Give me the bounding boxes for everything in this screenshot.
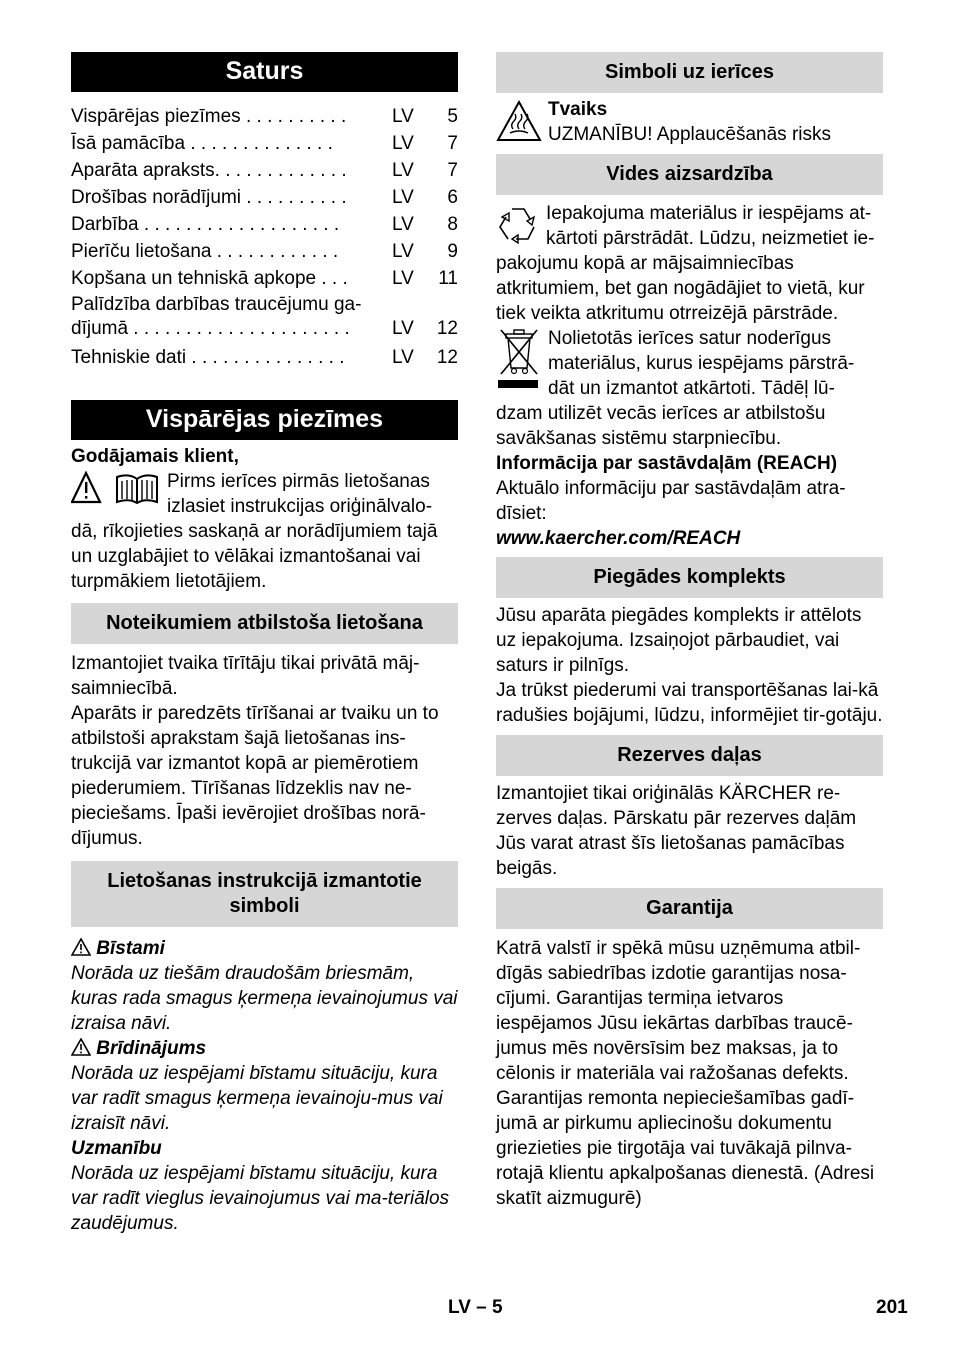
toc-entry[interactable]: Īsā pamācība . . . . . . . . . . . . . . LV 7 [71,133,458,154]
danger-text: Norāda uz tiešām draudošām briesmām, kuras rada smagus ķermeņa ievainojumus vai izraisa nāvi. [71,963,458,1034]
crossed-bin-icon [496,326,542,397]
warranty-heading: Garantija [496,888,883,929]
device-symbols-heading: Simboli uz ierīces [496,52,883,93]
intended-use-text: Aparāts ir paredzēts tīrīšanai ar tvaiku un to atbilstoši aprakstam šajā lietošanas ins-trukcijā var izmantot kopā ar piemērotiem piederumiem. Tīrīšanas līdzeklis nav ne-pieciešams. Īpaši ievērojiet drošības norā-dījumus. [71,703,439,849]
toc-entry[interactable]: Tehniskie dati . . . . . . . . . . . . . . . LV 12 [71,347,458,368]
toc-entry[interactable]: Aparāta apraksts. . . . . . . . . . . . . LV 7 [71,160,458,181]
toc-entry[interactable]: Darbība . . . . . . . . . . . . . . . . . . . LV 8 [71,214,458,235]
scope-text: Jūsu aparāta piegādes komplekts ir attēlots uz iepakojuma. Izsaiņojot pārbaudiet, vai saturs ir pilnīgs. [496,605,862,676]
steam-hazard-icon [496,100,542,147]
warning-triangle-icon [71,1038,91,1056]
toc-entry[interactable]: Kopšana un tehniskā apkope . . . LV 11 [71,268,458,289]
warning-label: Brīdinājums [71,1036,458,1061]
right-column [496,52,883,1211]
left-column [71,52,458,1236]
toc-entry[interactable]: Palīdzība darbības traucējumu ga- dījumā . . . . . . . . . . . . . . . . . . . . . LV 12 [71,294,458,339]
spare-parts-heading: Rezerves daļas [496,735,883,776]
reach-text: Aktuālo informāciju par sastāvdaļām atra-dīsiet: [496,478,846,524]
caution-text: Norāda uz iespējami bīstamu situāciju, kura var radīt vieglus ievainojumus vai ma-teriālos zaudējumus. [71,1163,450,1234]
toc-entry[interactable]: Pierīču lietošana . . . . . . . . . . . . LV 9 [71,241,458,262]
intended-use-heading: Noteikumiem atbilstoša lietošana [71,603,458,644]
environment-heading: Vides aizsardzība [496,154,883,195]
general-notes-heading: Vispārējas piezīmes [71,400,458,440]
footer-page-number: 201 [876,1297,908,1318]
warning-manual-icon [71,471,161,510]
toc-entry[interactable]: Vispārējas piezīmes . . . . . . . . . . LV 5 [71,106,458,127]
toc-entry[interactable]: Drošības norādījumi . . . . . . . . . . LV 6 [71,187,458,208]
scope-of-delivery-heading: Piegādes komplekts [496,557,883,598]
recycle-icon [496,205,540,250]
warranty-text: Katrā valstī ir spēkā mūsu uzņēmuma atbil-dīgās sabiedrības izdotie garantijas nosa-cījumi. Garantijas termiņa ietvaros iespējamos Jūsu iekārtas darbības traucē-jumus mēs novērsīsim bez maksas, ja to cēlonis ir materiāla vai ražošanas defekts. Garantijas remonta nepieciešamības gadī-jumā ar pirkumu apliecinošu dokumentu griezieties pie tirgotāja vai tuvākajā pilnva-rotajā klientu apkalpošanas dienestā. (Adresi skatīt aizmugurē) [496,938,875,1209]
toc-heading: Saturs [71,52,458,92]
scope-text: Ja trūkst piederumi vai transportēšanas lai-kā radušies bojājumi, lūdzu, informējiet tir-gotāju. [496,680,883,726]
recycle-paragraph: Iepakojuma materiālus ir iespējams at- kārtoti pārstrādāt. Lūdzu, neizmetiet ie- pakojumu kopā ar mājsaimniecības atkritumiem, bet gan nogādājiet to vietā, kur tiek veikta atkritumu otrreizējā pārstrāde. [496,203,875,324]
weee-paragraph: Nolietotās ierīces satur noderīgus materiālus, kurus iespējams pārstrā- dāt un izmantot atkārtoti. Tādēļ lū- dzam utilizēt vecās ierīces ar atbilstošu savākšanas sistēmu starpniecību. [496,328,855,449]
warning-text: Norāda uz iespējami bīstamu situāciju, kura var radīt smagus ķermeņa ievainoju-mus vai izraisīt nāvi. [71,1063,443,1134]
table-of-contents [71,104,458,372]
steam-label: Tvaiks [548,99,608,120]
caution-label: Uzmanību [71,1138,162,1159]
greeting: Godājamais klient, [71,446,239,467]
danger-label: Bīstami [71,936,458,961]
reach-heading: Informācija par sastāvdaļām (REACH) [496,453,838,474]
manual-symbols-heading: Lietošanas instrukcijā izmantotie simboli [71,861,458,927]
steam-symbol-block [496,97,883,147]
reach-link[interactable]: www.kaercher.com/REACH [496,528,741,549]
intro-paragraph: Pirms ierīces pirmās lietošanas izlasiet instrukcijas oriģinālvalo- dā, rīkojieties saskaņā ar norādījumiem tajā un uzglabājiet to vēlākai izmantošanai vai turpmākiem lietotājiem. [71,471,438,592]
intended-use-text: Izmantojiet tvaika tīrītāju tikai privātā māj-saimniecībā. [71,653,420,699]
footer-section-label: LV – 5 [448,1297,503,1318]
steam-text: UZMANĪBU! Applaucēšanās risks [548,124,831,145]
spare-parts-text: Izmantojiet tikai oriģinālās KÄRCHER re-zerves daļas. Pārskatu pār rezerves daļām Jūs varat atrast šīs lietošanas pamācības beigās. [496,783,857,879]
warning-triangle-icon [71,938,91,956]
